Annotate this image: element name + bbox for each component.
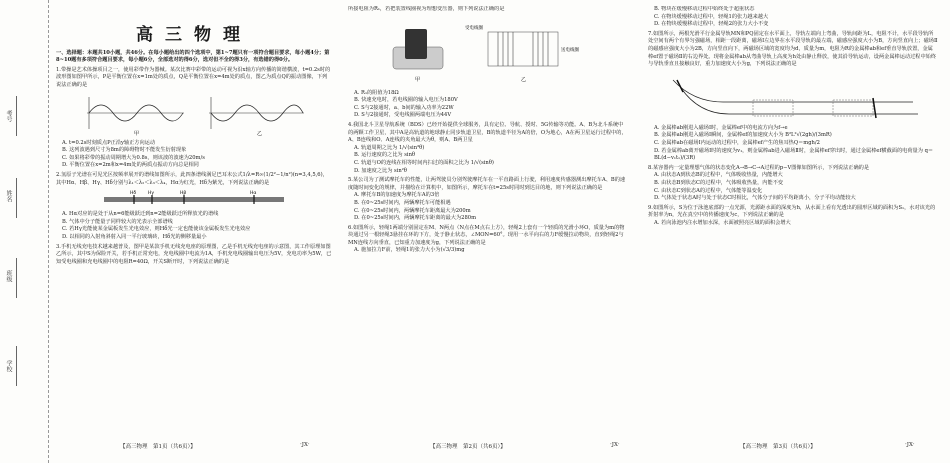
q6-option-c: C. 在物块缓慢移动过程中，轻绳1的张力越来越大 (654, 13, 769, 20)
q4-option-c: C. 轨道与O的连线在相等时间内扫过的面积之比为 1/√(sinθ) (354, 159, 494, 166)
q1-option-c: C. 如果将彩带的振动周期增大为0.8s，则该波的波速为20m/s (62, 154, 205, 161)
footer-code-2: ·JX· (610, 442, 620, 448)
question-6: 6.如图所示，轻绳1两端分别固定在M、N两点（N点在M点右上方），轻绳2上套有一个轻质的光滑小环O，质量为m的物块通过另一根轻绳3悬挂在环的下方，处于静止状态，∠MON=60°。现用一水平向右的力F缓慢拉动物块，直到轻绳2与MN连线方向垂直，已知重力加速度为g，下列说法正确的是 (348, 224, 625, 246)
question-3: 3.手机无线充电技术越来越普及，图甲是某款手机无线充电座的原理图，乙是手机无线充电座的示意图，其工作原理如图乙所示，其中S为保险开关，若手机正常充电，充电线圈中电流为1A，手机充电线圈输出电压为5V，充电功率为5W，已知受电线圈和充电线圈中的电阻R=40Ω，开关S断开时，下列说法正确的是 (56, 243, 332, 265)
column-page-2 (348, 6, 628, 446)
q2-line-label-a: Hα (250, 191, 257, 197)
q3-option-b: B. 快速充电时，若电线圈的输入电压为180V (354, 97, 458, 104)
q1-wave-figures (79, 93, 309, 137)
footer-page-1: 【高三物理 第1页（共6页）】 (120, 444, 196, 450)
gutter-label-exam-number: 考号 (5, 110, 12, 122)
q3-fig-label-a: 甲 (415, 76, 421, 83)
q4-option-d: D. 加速度之比为 sin²θ (354, 167, 407, 174)
section-instructions: 一、选择题：本题共10小题，共46分。在每小题给出的四个选项中，第1~7题只有一项符合题目要求，每小题4分；第8~10题有多项符合题目要求，每小题6分，全部选对的得6分，选对但不全的得3分，有选错的得0分。 (56, 49, 330, 64)
q5-option-a: A. 摩托车B的加速度为摩托车A的3倍 (354, 192, 440, 199)
q3-option-d: D. S与2接通时，受电线圈两端电压为44V (354, 112, 452, 119)
q7-option-a: A. 金属棒ab刚进入磁场Ⅰ时，金属棒ef中的电流方向为f→e (654, 124, 788, 131)
footer-page-2: 【高三物理 第2页（共6页）】 (430, 444, 506, 450)
q4-option-a: A. 轨道周期之比为 1/√(sin³θ) (354, 144, 425, 151)
binding-gutter (0, 0, 49, 463)
q3-sender-coil-label: 送电线圈 (561, 47, 579, 53)
q3-charger-figures (363, 17, 613, 87)
q6-option-d: D. 在物块缓慢移动过程中，轻绳2的张力大小不变 (654, 21, 769, 28)
gutter-label-class: 班级 (5, 270, 12, 282)
q1-fig-label-b: 乙 (257, 130, 263, 137)
q2-spectrum-figure (94, 190, 294, 208)
q8-option-d: D. 气体处于状态A时与处于状态C时相比，气体分子间的平均距离小，分子平均动能较大 (654, 195, 856, 202)
q6-option-a: A. 施加拉力F前，轻绳1的张力大小为(√3/3)mg (354, 247, 465, 254)
q5-option-b: B. 在0~25s时间内，两辆摩托车可能相遇 (354, 199, 451, 206)
q6-option-b: B. 物块在缓慢移动过程中始终处于超重状态 (654, 6, 755, 12)
gutter-label-school: 学校 (5, 360, 12, 372)
question-5: 5.某公司为了测试摩托车的性能，让两驾驶员分别驾驶摩托车在一平直路面上行驶，利用速度传感器测出摩托车A、B的速度随时间变化的规律，并描绘在计算机中，如图所示，摩托车在t=25s时同时到达目的地，则下列说法正确的是 (348, 177, 626, 191)
q2-option-b: B. 气体中分子能量子同样较大的光表示全部谱线 (62, 218, 173, 225)
q1-option-b: B. 这列波遇到尺寸为8m的障碍物时不能发生衍射现象 (62, 147, 187, 154)
q7-rails-figure (663, 72, 923, 122)
q2-option-d: D. 以相同的入射角斜射入同一平行玻璃砖，Hδ光的侧移量最小 (62, 233, 207, 240)
footer-code-1: ·JX· (300, 442, 310, 448)
q7-option-d: D. 若金属棒ab离开磁场Ⅰ时的速度为v₁，则金属棒ab进入磁场Ⅱ时，金属棒ef穿出时，通过金属棒ef横截面的电荷量为 q＝BL(d−v₁t₁)/(3R) (654, 147, 934, 162)
q4-option-b: B. 运行速度的之比为 sinθ (354, 152, 416, 159)
q5-option-d: D. 在0~25s时间内，两辆摩托车距离的最大为280m (354, 215, 477, 222)
q3-receiver-coil-label: 受电线圈 (465, 25, 483, 31)
q7-option-c: C. 金属棒ab在磁场Ⅰ内运动的过程中，金属棒ef产生的焦耳热Q＝mgh/2 (654, 139, 820, 146)
q1-option-a: A. t=0.2s时刻质点P正沿y轴正方向运动 (62, 139, 156, 146)
question-2: 2.氢原子光谱在可见光区按频率展开的谱线如图所示，此四条谱线满足巴耳末公式1/λ=R∞(1/2²−1/n²)(n=3,4,5,6)，其中Hα、Hβ、Hγ、Hδ分别与λ₁＜λ₂＜λ₃＜λ₄，Hα为红光，Hδ为紫光，下列说法正确的是 (56, 171, 328, 186)
question-9: 9.如图所示，S为位于泳池底部的一点光源，光源距水面的深度为h，从水面上看有光透出的圆形区域的面积为S₁，水对该光的折射率为n，光在真空中的传播速度为c，下列说法正确的是 (648, 204, 936, 219)
q1-option-d: D. 平衡位置在x=2m和x=4m处的两质点振动方向总是相同 (62, 162, 199, 169)
q2-line-label-g: Hγ (148, 191, 155, 197)
q3-continued: 所接电阻为R₁，若把装置线圈视为理想变压器，则下列说法正确的是 (348, 6, 505, 12)
q9-option-a: A. 若向泳池内注水增加水深，水面被照亮区域的面积会增大 (654, 219, 791, 226)
question-8: 8.某容器内一定量理想气体的状态变化A→B→C→A过程的p−V图像如图所示，下列说法正确的是 (648, 164, 870, 171)
gutter-label-name: 姓名 (5, 190, 12, 202)
column-page-3 (648, 6, 938, 446)
q3-fig-label-b: 乙 (521, 76, 527, 83)
question-7: 7.如图所示，两根光滑平行金属导轨MN和PQ固定在水平面上，导轨左端向上弯曲，导轨间距为L，电阻不计，水平段导轨所处空间有两个有界匀强磁场，相距一段距离，磁场Ⅰ左边界在水平段导轨的最左端，磁感应强度大小为B，方向竖直向上；磁场Ⅱ的磁感应强度大小为2B，方向竖直向下，两磁场区域的宽度均为d，质量为m，电阻为R的金属棒ab和ef垂直导轨放置，金属棒ef置于磁场Ⅱ的右边界处。现将金属棒ab从弯曲导轨上高度为h处由静止释放，使其沿导轨运动，设两金属棒运动过程中始终与导轨垂直且接触良好，重力加速度大小为g，下列说法正确的是 (648, 30, 938, 68)
q2-option-a: A. Hα对应的是处于从n=6能级跃迁到n=2能级跃迁所释放光的谱线 (62, 211, 219, 218)
q2-line-label-d: Hδ (130, 191, 137, 197)
q8-option-c: C. 由状态C到状态A的过程中，气体能等温变化 (654, 187, 763, 194)
q2-line-label-b: Hβ (180, 191, 187, 197)
q1-fig-label-a: 甲 (134, 130, 140, 137)
q3-option-a: A. R₁的阻值为18Ω (354, 89, 399, 96)
q5-option-c: C. 在0~25s时间内，两辆摩托车距离最大为200m (354, 207, 471, 214)
q2-option-c: C. 若Hγ光能使某金属板发生光电效应，则Hδ光一定也能使该金属板发生光电效应 (62, 226, 251, 233)
question-1: 1.带操是艺术体操项目之一，使用彩带作为器械。某次比赛中彩带的运动可视为沿x轴方向传播的简谐横波，t=0.2s时的波形图如图甲所示，P是平衡位置在x=1m处的质点，Q是平衡位置在x=4m处的质点，图乙为质点Q的振动图像，下列说法正确的是 (56, 66, 331, 88)
q7-option-b: B. 金属棒ab刚进入磁场Ⅰ瞬间，金属棒ef的加速度大小为 B²L²√(2gh)/(3mR) (654, 132, 832, 139)
q8-option-a: A. 由状态A到状态B的过程中，气体吸收热量，内能增大 (654, 172, 783, 179)
question-4: 4.我国北斗卫星导航系统（BDS）已经开始提供全球服务，具有定位、导航、授时、5G传输等功能。A、B为北斗系统中的两颗工作卫星，其中A是高轨道的地球静止同步轨道卫星，B的轨道半径为A的倍，O为地心，A在两卫星运行过程中的，A、B连线和O、A连线的夹角最大为θ，则A、B两卫星 (348, 121, 627, 144)
q3-option-c: C. S与2接通时，a、b间的输入功率为22W (354, 104, 454, 111)
column-page-1 (56, 6, 332, 446)
footer-code-3: ·JX· (905, 442, 915, 448)
page-title: 高三物理 (136, 25, 252, 45)
footer-page-3: 【高三物理 第3页（共6页）】 (740, 444, 816, 450)
q8-option-b: B. 由状态B到状态C的过程中，气体吸收热量，内能不变 (654, 179, 784, 186)
